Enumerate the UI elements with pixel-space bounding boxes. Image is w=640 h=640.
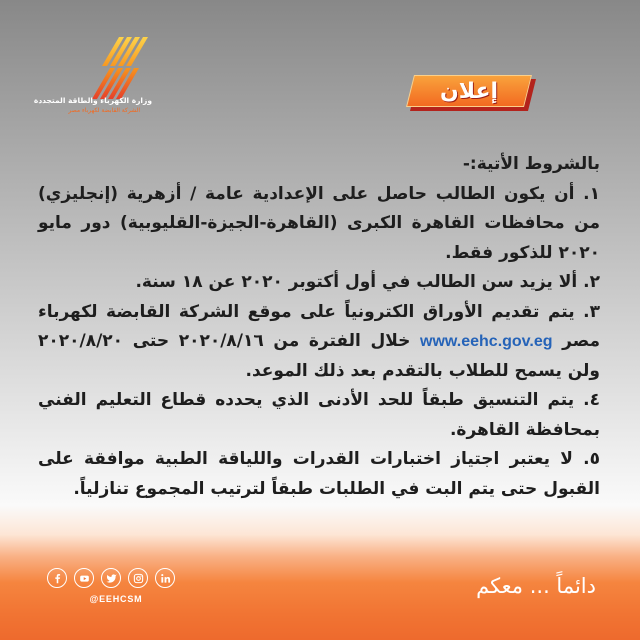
condition-text: يتم تقديم الأوراق الكترونياً على موقع الشركة القابضة لكهرباء مصر (38, 301, 601, 351)
condition-item-4 (38, 386, 600, 445)
youtube-icon (79, 573, 90, 584)
condition-text-continued: خلال الفترة من ٢٠٢٠/٨/١٦ حتى ٢٠٢٠/٨/٢٠ ولن يسمح للطلاب بالتقدم بعد ذلك الموعد. (38, 331, 600, 381)
badge-label: إعلان (439, 78, 499, 104)
website-link[interactable]: www.eehc.gov.eg (420, 333, 553, 350)
condition-number: ٤. (583, 390, 601, 410)
condition-item-3 (38, 298, 600, 387)
instagram-icon (133, 573, 144, 584)
condition-item-2 (38, 268, 600, 298)
company-name: الشركة القابضة لكهرباء مصر (68, 107, 140, 114)
condition-text: يتم التنسيق طبقاً للحد الأدنى الذي يحدده قطاع التعليم الفني بمحافظة القاهرة. (38, 390, 600, 440)
condition-text: ألا يزيد سن الطالب في أول أكتوبر ٢٠٢٠ عن ١٨ سنة. (135, 272, 578, 292)
instagram-link[interactable] (128, 568, 148, 588)
lightning-bolt-icon (80, 37, 152, 99)
linkedin-link[interactable] (155, 568, 175, 588)
condition-text: أن يكون الطالب حاصل على الإعدادية عامة / أزهرية (إنجليزي) من محافظات القاهرة الكبرى (القاهرة-الجيزة-القليوبية) دور مايو ٢٠٢٠ للذكور فقط. (38, 183, 600, 263)
twitter-icon (106, 573, 117, 584)
ministry-name: وزارة الكهرباء والطاقة المتجددة (33, 96, 152, 105)
condition-number: ٣. (583, 301, 600, 322)
conditions-text (38, 150, 600, 504)
condition-item-5 (38, 445, 600, 504)
condition-item-1 (38, 180, 600, 269)
linkedin-icon (160, 573, 171, 584)
conditions-intro: بالشروط الأتية:- (462, 154, 600, 174)
announcement-badge (410, 75, 528, 107)
condition-number: ٥. (583, 449, 600, 469)
social-links (47, 568, 175, 588)
condition-text: لا يعتبر اجتياز اختبارات القدرات واللياقة الطبية موافقة على القبول حتى يتم البت في الطلبات طبقاً لترتيب المجموع تنازلياً. (38, 449, 600, 499)
condition-number: ١. (583, 183, 600, 204)
youtube-link[interactable] (74, 568, 94, 588)
company-logo (33, 36, 160, 116)
twitter-link[interactable] (101, 568, 121, 588)
facebook-icon (52, 573, 63, 584)
condition-number: ٢. (583, 272, 600, 292)
slogan: دائماً ... معكم (476, 574, 596, 598)
social-handle: @EEHCSM (89, 594, 143, 604)
facebook-link[interactable] (47, 568, 67, 588)
